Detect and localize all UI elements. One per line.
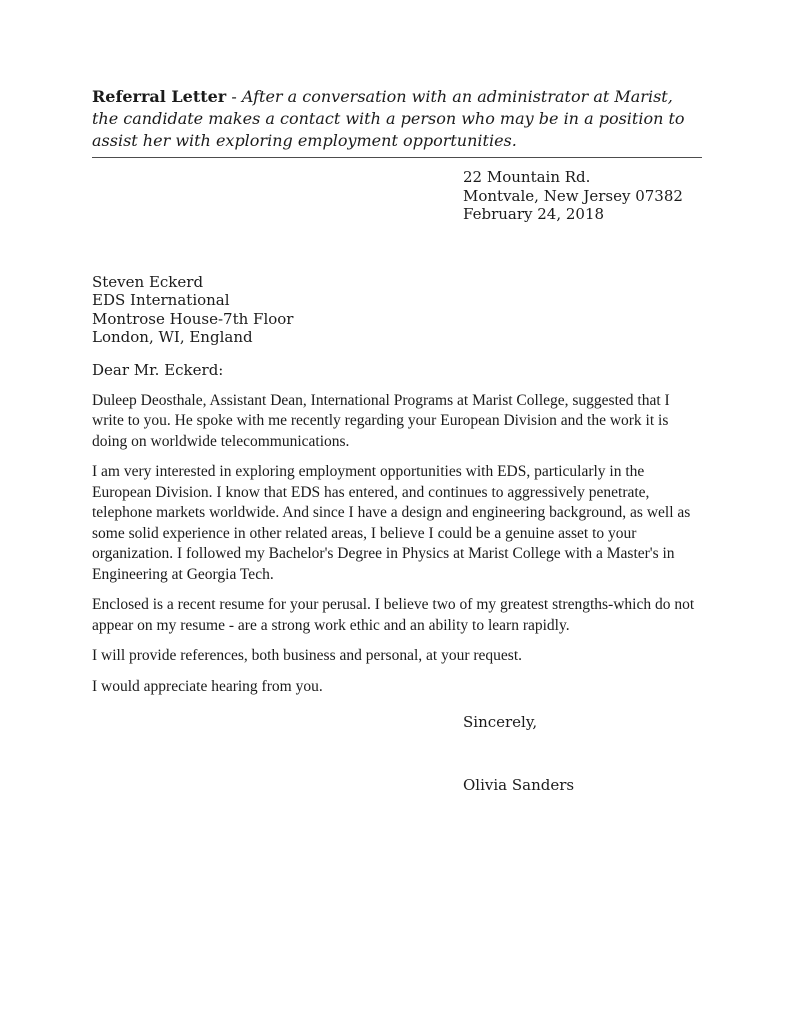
letter-header [92, 86, 702, 158]
recipient-address: Montrose House-7th Floor [92, 309, 294, 328]
salutation: Dear Mr. Eckerd: [92, 360, 224, 379]
sender-street: 22 Mountain Rd. [463, 168, 591, 186]
recipient-address-block [92, 273, 702, 347]
header-description: After a conversation with an administrator at Marist, the candidate makes a contact with a person who may be in a position to assist her with exploring employment opportunities. [92, 87, 685, 150]
sender-address-block [463, 168, 702, 224]
closing-block [463, 712, 702, 796]
body-paragraph: Enclosed is a recent resume for your perusal. I believe two of my greatest strengths-which do not appear on my resume - are a strong work ethic and an ability to learn rapidly. [92, 596, 695, 634]
recipient-city: London, WI, England [92, 328, 253, 346]
body-paragraph: I would appreciate hearing from you. [92, 677, 323, 695]
sender-city: Montvale, New Jersey 07382 [463, 186, 683, 205]
closing-valediction: Sincerely, [463, 713, 538, 731]
signature-name: Olivia Sanders [463, 776, 575, 794]
recipient-company: EDS International [92, 291, 230, 309]
header-separator: - [226, 87, 242, 106]
recipient-name: Steven Eckerd [92, 272, 204, 291]
body-paragraph: I am very interested in exploring employment opportunities with EDS, particularly in the European Division. I know that EDS has entered, and continues to aggressively penetrate, telephone markets worldwide. And since I have a design and engineering background, as well as some solid experience in other related areas, I believe I could be a genuine asset to your organization. I followed my Bachelor's Degree in Physics at Marist College with a Master's in Engineering at Georgia Tech. [92, 463, 691, 583]
letter-date: February 24, 2018 [463, 205, 605, 223]
body-paragraph: Duleep Deosthale, Assistant Dean, International Programs at Marist College, suggested that I write to you. He spoke with me recently regarding your European Division and the work it is doing on worldwide telecommunications. [92, 391, 670, 450]
body-paragraph: I will provide references, both business and personal, at your request. [92, 647, 522, 664]
header-title: Referral Letter [92, 87, 227, 106]
